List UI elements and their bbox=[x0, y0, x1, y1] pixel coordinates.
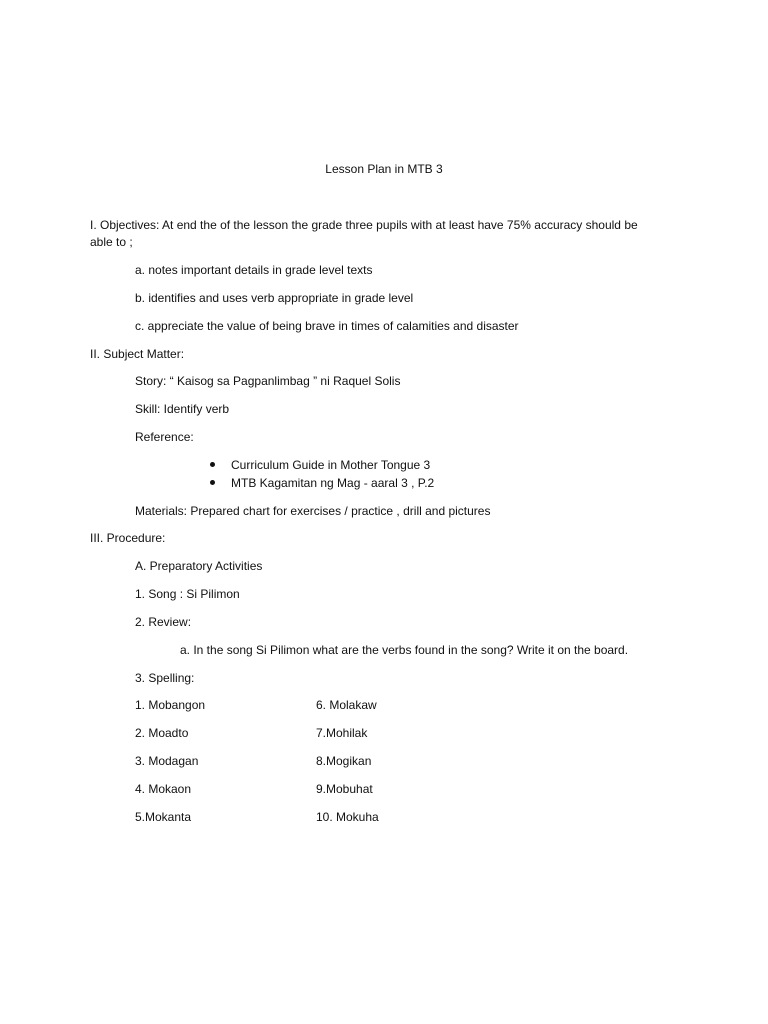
spelling-word: 7.Mohilak bbox=[316, 726, 368, 740]
spelling-word: 8.Mogikan bbox=[316, 754, 372, 768]
spelling-word: 9.Mobuhat bbox=[316, 782, 373, 796]
materials-line: Materials: Prepared chart for exercises / practice , drill and pictures bbox=[135, 504, 491, 518]
spelling-word: 2. Moadto bbox=[135, 726, 189, 740]
spelling-word: 4. Mokaon bbox=[135, 782, 192, 796]
song-line: 1. Song : Si Pilimon bbox=[135, 587, 240, 601]
reference-item: MTB Kagamitan ng Mag - aaral 3 , P.2 bbox=[231, 476, 435, 490]
reference-label: Reference: bbox=[135, 430, 194, 444]
objectives-heading: I. Objectives: At end the of the lesson the grade three pupils with at least have 75% accuracy should be bbox=[90, 218, 638, 232]
story-line: Story: “ Kaisog sa Pagpanlimbag ” ni Raquel Solis bbox=[135, 374, 401, 388]
objectives-heading-continuation: able to ; bbox=[90, 235, 133, 249]
reference-item: Curriculum Guide in Mother Tongue 3 bbox=[231, 458, 431, 472]
review-item: a. In the song Si Pilimon what are the verbs found in the song? Write it on the board. bbox=[180, 643, 629, 657]
skill-line: Skill: Identify verb bbox=[135, 402, 230, 416]
spelling-word: 1. Mobangon bbox=[135, 698, 206, 712]
spelling-word: 5.Mokanta bbox=[135, 810, 192, 824]
spelling-word: 3. Modagan bbox=[135, 754, 199, 768]
spelling-word: 6. Molakaw bbox=[316, 698, 377, 712]
page-title: Lesson Plan in MTB 3 bbox=[325, 162, 443, 176]
spelling-label: 3. Spelling: bbox=[135, 671, 195, 685]
subject-matter-heading: II. Subject Matter: bbox=[90, 347, 185, 361]
review-label: 2. Review: bbox=[135, 615, 192, 629]
preparatory-activities: A. Preparatory Activities bbox=[135, 559, 263, 573]
objective-item-a: a. notes important details in grade level texts bbox=[135, 263, 373, 277]
spelling-word: 10. Mokuha bbox=[316, 810, 379, 824]
bullet-icon bbox=[210, 480, 215, 485]
objective-item-b: b. identifies and uses verb appropriate in grade level bbox=[135, 291, 414, 305]
objective-item-c: c. appreciate the value of being brave in times of calamities and disaster bbox=[135, 319, 519, 333]
bullet-icon bbox=[210, 462, 215, 467]
procedure-heading: III. Procedure: bbox=[90, 531, 166, 545]
